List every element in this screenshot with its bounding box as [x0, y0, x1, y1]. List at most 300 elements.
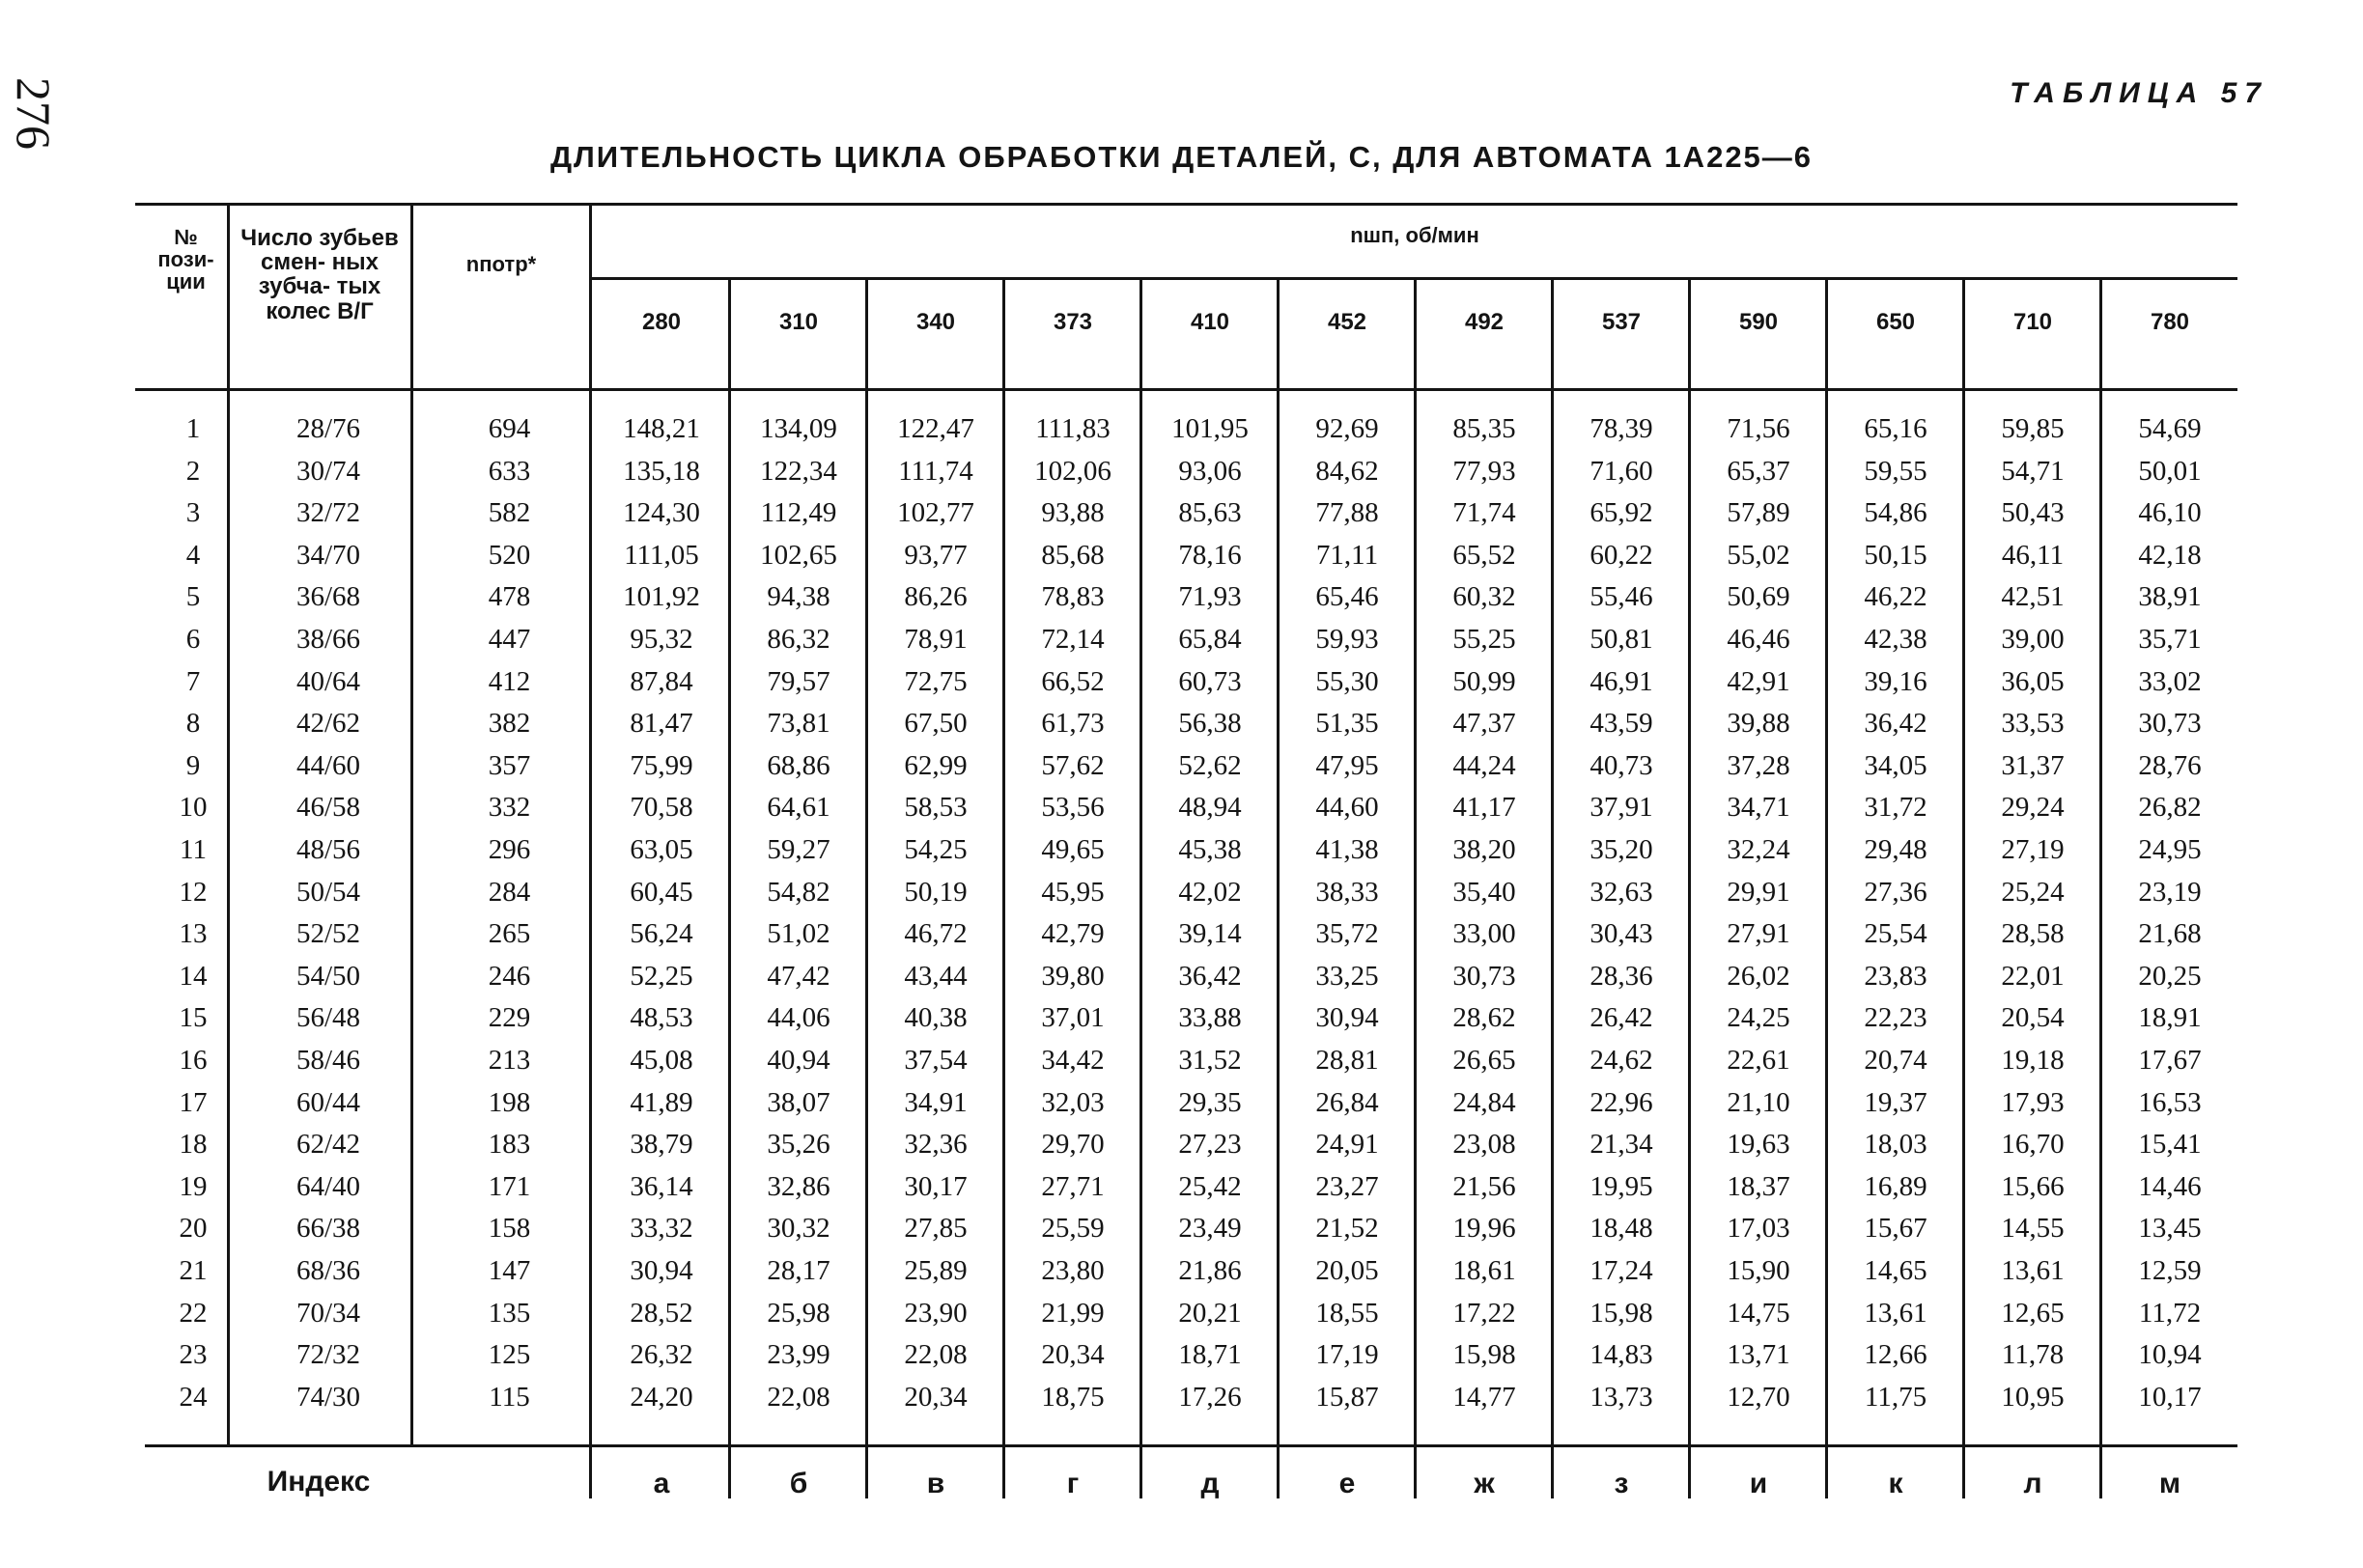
gear-ratio: 44/60	[295, 749, 361, 781]
cycle-time-value: 64,61	[767, 792, 830, 824]
cycle-time-value: 59,27	[767, 834, 830, 865]
table-label: ТАБЛИЦА 57	[2010, 77, 2268, 109]
cycle-time-value: 12,66	[1864, 1339, 1927, 1371]
cycle-time-value: 71,93	[1178, 581, 1242, 613]
cycle-time-value: 85,35	[1452, 413, 1516, 444]
gear-ratio: 48/56	[295, 834, 361, 865]
cycle-time-value: 50,81	[1589, 624, 1653, 655]
cycle-time-value: 24,91	[1315, 1129, 1379, 1161]
cycle-time-value: 15,90	[1727, 1255, 1790, 1286]
cycle-time-value: 25,54	[1864, 918, 1927, 950]
cycle-time-value: 56,38	[1178, 708, 1242, 740]
cycle-time-value: 23,99	[767, 1339, 830, 1371]
index-letter: б	[789, 1468, 808, 1499]
cycle-time-value: 46,22	[1864, 581, 1927, 613]
cycle-time-value: 23,27	[1315, 1170, 1379, 1202]
cycle-time-value: 42,79	[1041, 918, 1105, 950]
cycle-time-value: 17,24	[1589, 1255, 1653, 1286]
cycle-time-value: 38,07	[767, 1086, 830, 1118]
cycle-time-value: 71,60	[1589, 455, 1653, 487]
cycle-time-value: 68,86	[767, 749, 830, 781]
speed-header: 537	[1601, 309, 1642, 335]
cycle-time-value: 101,92	[623, 581, 700, 613]
cycle-time-value: 59,85	[2001, 413, 2065, 444]
gear-ratio: 72/32	[295, 1339, 361, 1371]
cycle-time-value: 30,17	[904, 1170, 968, 1202]
gear-ratio: 52/52	[295, 918, 361, 950]
row-number: 16	[179, 1045, 208, 1076]
cycle-time-value: 66,52	[1041, 665, 1105, 697]
cycle-time-value: 15,66	[2001, 1170, 2065, 1202]
cycle-time-value: 31,37	[2001, 749, 2065, 781]
cycle-time-value: 47,95	[1315, 749, 1379, 781]
n-potr-value: 382	[488, 708, 531, 740]
cycle-time-value: 44,60	[1315, 792, 1379, 824]
cycle-time-value: 28,17	[767, 1255, 830, 1286]
speed-header: 410	[1190, 309, 1230, 335]
cycle-time-value: 77,93	[1452, 455, 1516, 487]
row-number: 9	[185, 749, 201, 781]
cycle-time-value: 33,02	[2138, 665, 2202, 697]
cycle-time-value: 42,91	[1727, 665, 1790, 697]
cycle-time-value: 43,59	[1589, 708, 1653, 740]
cycle-time-value: 19,96	[1452, 1213, 1516, 1245]
cycle-time-value: 16,70	[2001, 1129, 2065, 1161]
cycle-time-value: 21,68	[2138, 918, 2202, 950]
cycle-time-value: 23,19	[2138, 876, 2202, 908]
gear-ratio: 42/62	[295, 708, 361, 740]
cycle-time-value: 65,46	[1315, 581, 1379, 613]
cycle-time-value: 95,32	[630, 624, 693, 655]
cycle-time-value: 37,91	[1589, 792, 1653, 824]
cycle-time-value: 38,33	[1315, 876, 1379, 908]
cycle-time-value: 14,83	[1589, 1339, 1653, 1371]
n-potr-value: 135	[488, 1297, 531, 1329]
cycle-time-value: 19,37	[1864, 1086, 1927, 1118]
row-number: 10	[179, 792, 208, 824]
gear-ratio: 62/42	[295, 1129, 361, 1161]
cycle-time-value: 28,52	[630, 1297, 693, 1329]
cycle-time-value: 102,06	[1034, 455, 1111, 487]
cycle-time-value: 17,03	[1727, 1213, 1790, 1245]
cycle-time-value: 94,38	[767, 581, 830, 613]
cycle-time-value: 25,89	[904, 1255, 968, 1286]
cycle-time-value: 35,20	[1589, 834, 1653, 865]
cycle-time-value: 14,46	[2138, 1170, 2202, 1202]
cycle-time-value: 22,01	[2001, 960, 2065, 992]
index-letter: ж	[1474, 1468, 1495, 1499]
cycle-time-value: 17,22	[1452, 1297, 1516, 1329]
cycle-time-value: 25,98	[767, 1297, 830, 1329]
gear-ratio: 30/74	[295, 455, 361, 487]
cycle-time-value: 17,67	[2138, 1045, 2202, 1076]
cycle-time-value: 54,82	[767, 876, 830, 908]
cycle-time-value: 30,43	[1589, 918, 1653, 950]
gear-ratio: 66/38	[295, 1213, 361, 1245]
cycle-time-value: 62,99	[904, 749, 968, 781]
header-teeth: Число зубьев смен- ных зубча- тых колес В/Г	[240, 225, 399, 324]
cycle-time-value: 34,91	[904, 1086, 968, 1118]
cycle-time-value: 51,35	[1315, 708, 1379, 740]
cycle-time-value: 11,72	[2138, 1297, 2202, 1329]
cycle-time-value: 44,24	[1452, 749, 1516, 781]
cycle-time-value: 122,34	[760, 455, 837, 487]
cycle-time-value: 122,47	[897, 413, 974, 444]
row-number: 13	[179, 918, 208, 950]
cycle-time-value: 55,25	[1452, 624, 1516, 655]
cycle-time-value: 21,52	[1315, 1213, 1379, 1245]
cycle-time-value: 17,26	[1178, 1381, 1242, 1413]
n-potr-value: 213	[488, 1045, 531, 1076]
cycle-time-value: 30,94	[630, 1255, 693, 1286]
speed-header: 280	[641, 309, 682, 335]
table-bottom-rule	[145, 1444, 2237, 1447]
cycle-time-value: 27,23	[1178, 1129, 1242, 1161]
n-potr-value: 147	[488, 1255, 531, 1286]
cycle-time-value: 84,62	[1315, 455, 1379, 487]
cycle-time-value: 111,83	[1035, 413, 1111, 444]
cycle-time-value: 13,45	[2138, 1213, 2202, 1245]
n-potr-value: 284	[488, 876, 531, 908]
cycle-time-value: 59,93	[1315, 624, 1379, 655]
cycle-time-value: 135,18	[623, 455, 700, 487]
cycle-time-value: 24,62	[1589, 1045, 1653, 1076]
cycle-time-value: 36,14	[630, 1170, 693, 1202]
cycle-time-value: 30,73	[2138, 708, 2202, 740]
cycle-time-value: 40,94	[767, 1045, 830, 1076]
n-potr-value: 115	[489, 1381, 530, 1413]
gear-ratio: 58/46	[295, 1045, 361, 1076]
cycle-time-value: 86,32	[767, 624, 830, 655]
cycle-time-value: 39,16	[1864, 665, 1927, 697]
cycle-time-value: 78,83	[1041, 581, 1105, 613]
cycle-time-value: 16,89	[1864, 1170, 1927, 1202]
cycle-time-value: 39,14	[1178, 918, 1242, 950]
row-number: 6	[185, 624, 201, 655]
cycle-time-value: 32,36	[904, 1129, 968, 1161]
cycle-time-value: 16,53	[2138, 1086, 2202, 1118]
cycle-time-value: 134,09	[760, 413, 837, 444]
cycle-time-value: 17,19	[1315, 1339, 1379, 1371]
gear-ratio: 74/30	[295, 1381, 361, 1413]
cycle-time-value: 57,62	[1041, 749, 1105, 781]
cycle-time-value: 101,95	[1171, 413, 1249, 444]
cycle-time-value: 55,46	[1589, 581, 1653, 613]
cycle-time-value: 85,68	[1041, 539, 1105, 571]
cycle-time-value: 32,63	[1589, 876, 1653, 908]
cycle-time-value: 22,23	[1864, 1002, 1927, 1034]
index-label: Индекс	[267, 1466, 371, 1498]
cycle-time-value: 50,69	[1727, 581, 1790, 613]
cycle-time-value: 24,20	[630, 1381, 693, 1413]
speed-header: 780	[2150, 309, 2190, 335]
cycle-time-value: 52,25	[630, 960, 693, 992]
cycle-time-value: 35,71	[2138, 624, 2202, 655]
cycle-time-value: 20,25	[2138, 960, 2202, 992]
cycle-time-value: 54,86	[1864, 497, 1927, 529]
row-number: 3	[185, 497, 201, 529]
cycle-time-value: 14,77	[1452, 1381, 1516, 1413]
cycle-time-value: 65,37	[1727, 455, 1790, 487]
cycle-time-value: 34,05	[1864, 749, 1927, 781]
gear-ratio: 34/70	[295, 539, 361, 571]
cycle-time-value: 13,61	[1864, 1297, 1927, 1329]
cycle-time-value: 85,63	[1178, 497, 1242, 529]
cycle-time-value: 87,84	[630, 665, 693, 697]
n-potr-value: 520	[488, 539, 531, 571]
gear-ratio: 70/34	[295, 1297, 361, 1329]
cycle-time-value: 63,05	[630, 834, 693, 865]
cycle-time-value: 50,15	[1864, 539, 1927, 571]
cycle-time-value: 20,74	[1864, 1045, 1927, 1076]
cycle-time-value: 12,59	[2138, 1255, 2202, 1286]
cycle-time-value: 12,65	[2001, 1297, 2065, 1329]
n-potr-value: 478	[488, 581, 531, 613]
speed-header: 310	[778, 309, 819, 335]
cycle-time-value: 111,05	[624, 539, 699, 571]
row-number: 14	[179, 960, 208, 992]
cycle-time-value: 148,21	[623, 413, 700, 444]
cycle-time-value: 24,84	[1452, 1086, 1516, 1118]
cycle-time-value: 15,41	[2138, 1129, 2202, 1161]
cycle-time-value: 36,05	[2001, 665, 2065, 697]
cycle-time-value: 32,86	[767, 1170, 830, 1202]
cycle-time-value: 36,42	[1178, 960, 1242, 992]
cycle-time-value: 42,02	[1178, 876, 1242, 908]
cycle-time-value: 28,58	[2001, 918, 2065, 950]
page-number: 276	[7, 77, 61, 150]
cycle-time-value: 49,65	[1041, 834, 1105, 865]
cycle-time-value: 45,08	[630, 1045, 693, 1076]
speed-header: 492	[1464, 309, 1505, 335]
cycle-time-value: 20,34	[904, 1381, 968, 1413]
cycle-time-value: 14,55	[2001, 1213, 2065, 1245]
cycle-time-value: 33,00	[1452, 918, 1516, 950]
cycle-time-value: 38,20	[1452, 834, 1516, 865]
cycle-time-value: 81,47	[630, 708, 693, 740]
row-number: 11	[180, 834, 207, 865]
cycle-time-value: 93,77	[904, 539, 968, 571]
cycle-time-value: 50,19	[904, 876, 968, 908]
cycle-time-value: 93,06	[1178, 455, 1242, 487]
cycle-time-value: 51,02	[767, 918, 830, 950]
cycle-time-value: 15,98	[1589, 1297, 1653, 1329]
cycle-time-value: 26,82	[2138, 792, 2202, 824]
cycle-time-value: 61,73	[1041, 708, 1105, 740]
index-letter: м	[2158, 1468, 2181, 1499]
cycle-time-value: 18,91	[2138, 1002, 2202, 1034]
cycle-time-value: 30,73	[1452, 960, 1516, 992]
n-potr-value: 158	[488, 1213, 531, 1245]
speed-header: 710	[2012, 309, 2053, 335]
cycle-time-value: 33,53	[2001, 708, 2065, 740]
cycle-time-value: 60,32	[1452, 581, 1516, 613]
cycle-time-value: 42,18	[2138, 539, 2202, 571]
cycle-time-value: 15,67	[1864, 1213, 1927, 1245]
cycle-time-value: 22,08	[767, 1381, 830, 1413]
cycle-time-value: 39,00	[2001, 624, 2065, 655]
cycle-time-value: 43,44	[904, 960, 968, 992]
row-number: 22	[179, 1297, 208, 1329]
cycle-time-value: 53,56	[1041, 792, 1105, 824]
cycle-time-value: 73,81	[767, 708, 830, 740]
cycle-time-value: 38,91	[2138, 581, 2202, 613]
cycle-time-value: 31,52	[1178, 1045, 1242, 1076]
gear-ratio: 28/76	[295, 413, 361, 444]
cycle-time-value: 79,57	[767, 665, 830, 697]
cycle-time-value: 67,50	[904, 708, 968, 740]
n-potr-value: 412	[488, 665, 531, 697]
cycle-time-value: 22,61	[1727, 1045, 1790, 1076]
cycle-time-value: 72,75	[904, 665, 968, 697]
cycle-time-value: 38,79	[630, 1129, 693, 1161]
n-potr-value: 633	[488, 455, 531, 487]
cycle-time-value: 30,94	[1315, 1002, 1379, 1034]
cycle-time-value: 18,75	[1041, 1381, 1105, 1413]
gear-ratio: 32/72	[295, 497, 361, 529]
cycle-time-value: 25,42	[1178, 1170, 1242, 1202]
n-potr-value: 265	[488, 918, 531, 950]
cycle-time-value: 65,52	[1452, 539, 1516, 571]
gear-ratio: 54/50	[295, 960, 361, 992]
cycle-time-value: 29,70	[1041, 1129, 1105, 1161]
row-number: 12	[179, 876, 208, 908]
cycle-time-value: 30,32	[767, 1213, 830, 1245]
cycle-time-value: 71,56	[1727, 413, 1790, 444]
gear-ratio: 50/54	[295, 876, 361, 908]
cycle-time-value: 47,37	[1452, 708, 1516, 740]
cycle-time-value: 20,21	[1178, 1297, 1242, 1329]
cycle-time-value: 33,25	[1315, 960, 1379, 992]
cycle-time-value: 25,59	[1041, 1213, 1105, 1245]
gear-ratio: 38/66	[295, 624, 361, 655]
cycle-time-value: 46,10	[2138, 497, 2202, 529]
cycle-time-value: 24,95	[2138, 834, 2202, 865]
cycle-time-value: 46,72	[904, 918, 968, 950]
row-number: 7	[185, 665, 201, 697]
cycle-time-value: 39,88	[1727, 708, 1790, 740]
cycle-time-value: 26,42	[1589, 1002, 1653, 1034]
cycle-time-value: 40,73	[1589, 749, 1653, 781]
speed-header: 590	[1738, 309, 1779, 335]
row-number: 15	[179, 1002, 208, 1034]
cycle-time-value: 11,75	[1864, 1381, 1927, 1413]
cycle-time-value: 41,17	[1452, 792, 1516, 824]
cycle-time-value: 70,58	[630, 792, 693, 824]
speed-header: 340	[915, 309, 956, 335]
cycle-time-value: 28,81	[1315, 1045, 1379, 1076]
cycle-time-value: 32,24	[1727, 834, 1790, 865]
cycle-time-value: 60,73	[1178, 665, 1242, 697]
cycle-time-value: 10,94	[2138, 1339, 2202, 1371]
cycle-time-value: 34,71	[1727, 792, 1790, 824]
index-letter: л	[2023, 1468, 2042, 1499]
n-potr-value: 183	[488, 1129, 531, 1161]
cycle-time-value: 13,71	[1727, 1339, 1790, 1371]
cycle-time-value: 18,61	[1452, 1255, 1516, 1286]
cycle-time-value: 60,22	[1589, 539, 1653, 571]
cycle-time-value: 41,38	[1315, 834, 1379, 865]
cycle-time-value: 71,74	[1452, 497, 1516, 529]
cycle-time-value: 18,55	[1315, 1297, 1379, 1329]
header-bottom-rule	[135, 388, 2237, 391]
cycle-time-value: 27,19	[2001, 834, 2065, 865]
table-title: ДЛИТЕЛЬНОСТЬ ЦИКЛА ОБРАБОТКИ ДЕТАЛЕЙ, С, ДЛЯ АВТОМАТА 1А225—6	[549, 140, 1814, 174]
cycle-time-value: 42,38	[1864, 624, 1927, 655]
cycle-time-value: 78,16	[1178, 539, 1242, 571]
cycle-time-value: 22,96	[1589, 1086, 1653, 1118]
top-rule	[135, 203, 2237, 206]
cycle-time-value: 33,88	[1178, 1002, 1242, 1034]
cycle-time-value: 28,36	[1589, 960, 1653, 992]
index-letter: а	[653, 1468, 670, 1499]
cycle-time-value: 55,02	[1727, 539, 1790, 571]
cycle-time-value: 37,28	[1727, 749, 1790, 781]
cycle-time-value: 15,98	[1452, 1339, 1516, 1371]
gear-ratio: 46/58	[295, 792, 361, 824]
cycle-time-value: 23,90	[904, 1297, 968, 1329]
row-number: 19	[179, 1170, 208, 1202]
cycle-time-value: 19,63	[1727, 1129, 1790, 1161]
index-letter: в	[926, 1468, 945, 1499]
gear-ratio: 68/36	[295, 1255, 361, 1286]
cycle-time-value: 23,49	[1178, 1213, 1242, 1245]
n-potr-value: 447	[488, 624, 531, 655]
n-potr-value: 694	[488, 413, 531, 444]
n-potr-value: 246	[488, 960, 531, 992]
cycle-time-value: 44,06	[767, 1002, 830, 1034]
cycle-time-value: 29,24	[2001, 792, 2065, 824]
cycle-time-value: 20,54	[2001, 1002, 2065, 1034]
cycle-time-value: 35,72	[1315, 918, 1379, 950]
row-number: 23	[179, 1339, 208, 1371]
cycle-time-value: 14,65	[1864, 1255, 1927, 1286]
cycle-time-value: 21,10	[1727, 1086, 1790, 1118]
cycle-time-value: 41,89	[630, 1086, 693, 1118]
row-number: 21	[179, 1255, 208, 1286]
cycle-time-value: 18,03	[1864, 1129, 1927, 1161]
cycle-time-value: 31,72	[1864, 792, 1927, 824]
cycle-time-value: 102,65	[760, 539, 837, 571]
cycle-time-value: 17,93	[2001, 1086, 2065, 1118]
cycle-time-value: 46,46	[1727, 624, 1790, 655]
cycle-time-value: 14,75	[1727, 1297, 1790, 1329]
cycle-time-value: 26,84	[1315, 1086, 1379, 1118]
cycle-time-value: 45,95	[1041, 876, 1105, 908]
cycle-time-value: 59,55	[1864, 455, 1927, 487]
n-potr-value: 125	[488, 1339, 531, 1371]
cycle-time-value: 27,85	[904, 1213, 968, 1245]
cycle-time-value: 35,40	[1452, 876, 1516, 908]
cycle-time-value: 39,80	[1041, 960, 1105, 992]
cycle-time-value: 26,02	[1727, 960, 1790, 992]
cycle-time-value: 20,05	[1315, 1255, 1379, 1286]
cycle-time-value: 18,37	[1727, 1170, 1790, 1202]
gear-ratio: 40/64	[295, 665, 361, 697]
speed-header: 650	[1875, 309, 1916, 335]
cycle-time-value: 55,30	[1315, 665, 1379, 697]
cycle-time-value: 46,11	[2001, 539, 2065, 571]
cycle-time-value: 48,53	[630, 1002, 693, 1034]
n-potr-value: 332	[488, 792, 531, 824]
index-letter: д	[1200, 1468, 1220, 1499]
gear-ratio: 56/48	[295, 1002, 361, 1034]
cycle-time-value: 13,61	[2001, 1255, 2065, 1286]
cycle-time-value: 48,94	[1178, 792, 1242, 824]
cycle-time-value: 27,91	[1727, 918, 1790, 950]
cycle-time-value: 54,69	[2138, 413, 2202, 444]
index-letter: к	[1888, 1468, 1903, 1499]
